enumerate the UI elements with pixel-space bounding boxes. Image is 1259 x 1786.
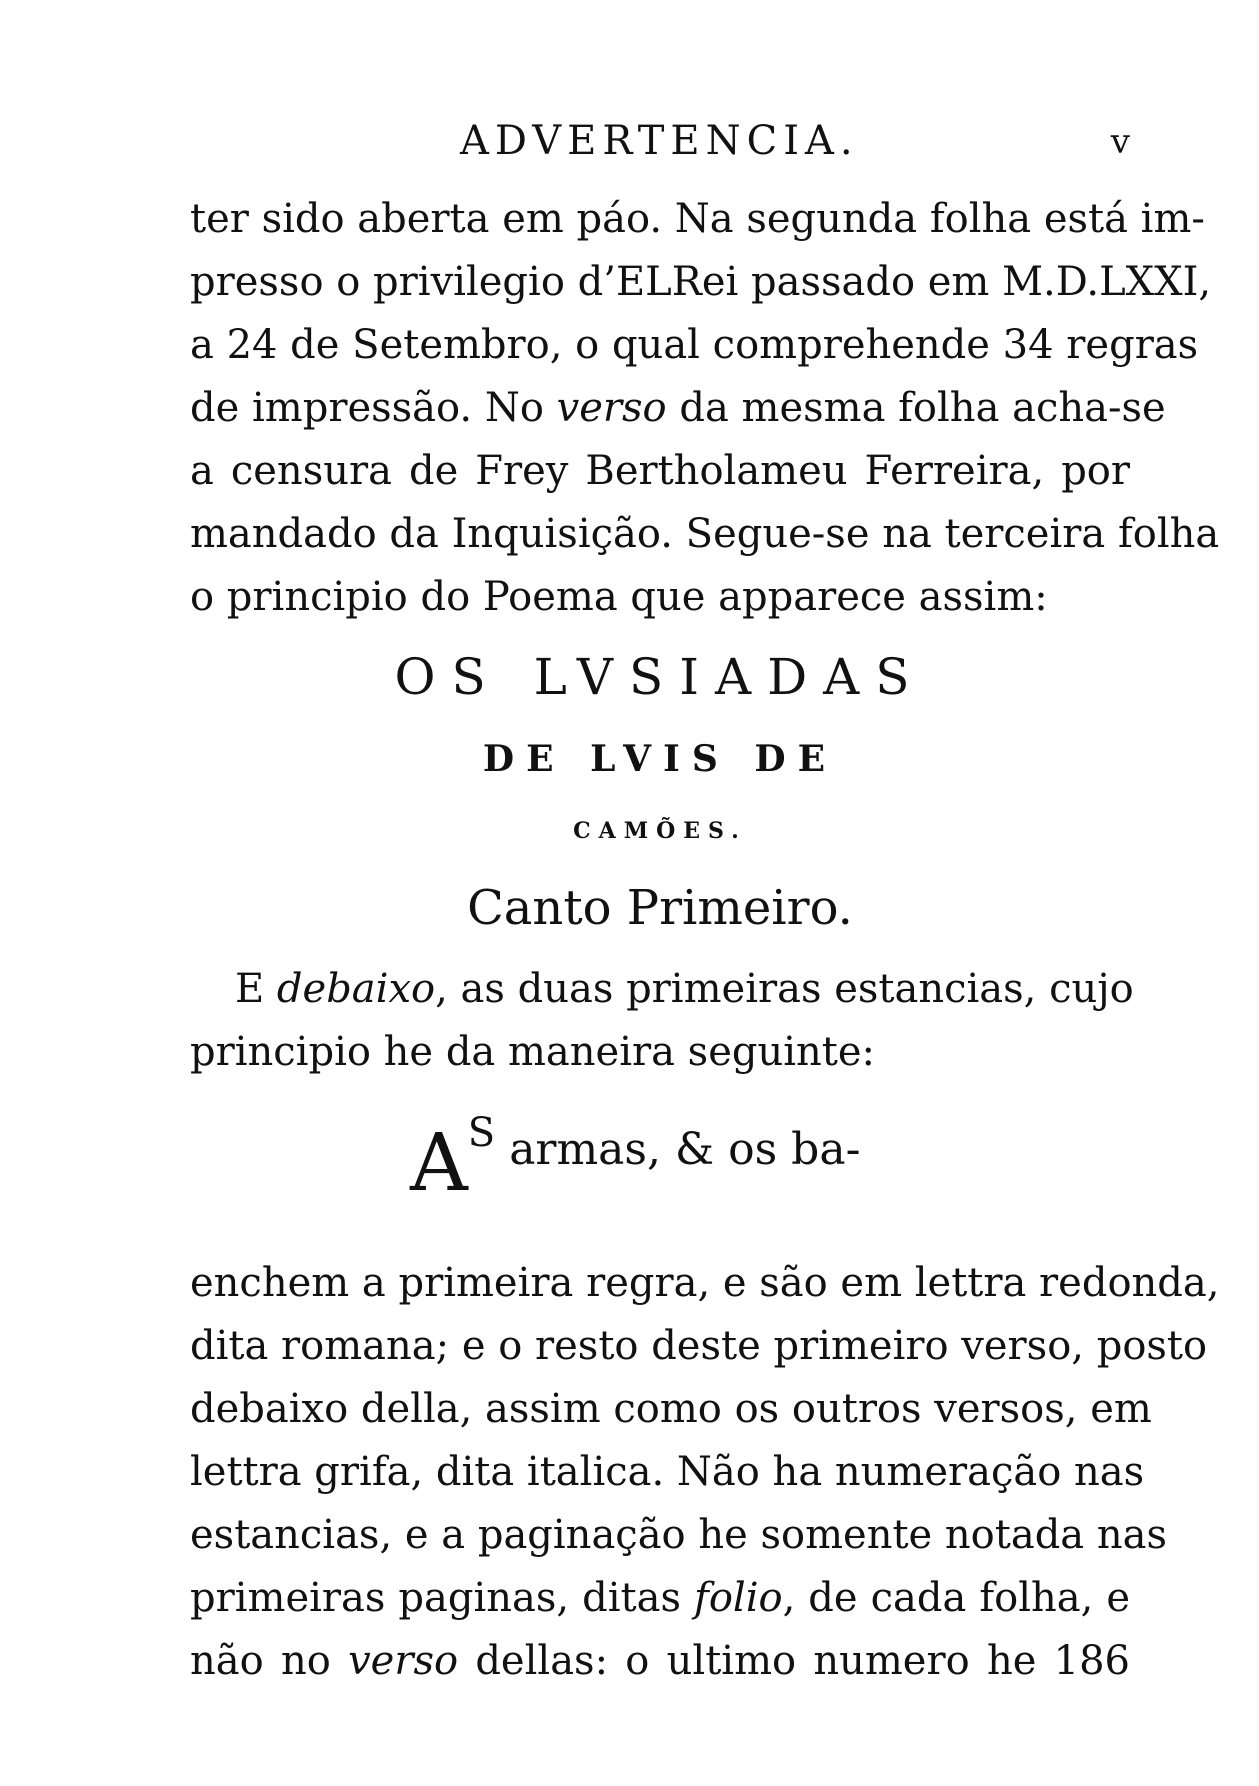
italic-run: verso — [348, 1638, 459, 1684]
text-line: estancias, e a paginação he somente notada nas — [190, 1512, 1167, 1558]
verse-text: armas, & os ba- — [509, 1124, 861, 1175]
paragraph-debaixo-cont — [190, 1021, 1130, 1084]
text-line: enchem a primeira regra, e são em lettra redonda, — [190, 1260, 1220, 1306]
text-run: , de cada folha, e — [782, 1575, 1131, 1621]
text-line — [235, 958, 1134, 1021]
author-name: CAMÕES. — [573, 818, 747, 844]
text-run: primeiras paginas, ditas — [190, 1575, 695, 1621]
text-run: dellas: o ultimo numero he 186 — [458, 1638, 1130, 1684]
text-line — [190, 1567, 1130, 1630]
text-run: E — [235, 966, 277, 1012]
verse-sample — [410, 1110, 860, 1220]
text-line: a 24 de Setembro, o qual comprehende 34 regras — [190, 322, 1199, 368]
paragraph-intro — [190, 188, 1220, 629]
text-line — [190, 1630, 1130, 1693]
paragraph-description — [190, 1252, 1220, 1693]
paragraph-debaixo — [235, 958, 1134, 1021]
text-run: da mesma folha acha-se — [666, 385, 1166, 431]
text-line: mandado da Inquisição. Segue-se na terceira folha — [190, 511, 1220, 557]
text-line: a censura de Frey Bertholameu Ferreira, por — [190, 448, 1130, 494]
text-line: o principio do Poema que apparece assim: — [190, 574, 1048, 620]
page-number: v — [1110, 122, 1130, 162]
small-cap-s: S — [467, 1110, 496, 1156]
book-title: OS LVSIADAS — [394, 648, 926, 706]
canto-heading: Canto Primeiro. — [467, 880, 853, 936]
running-head — [190, 118, 1130, 162]
text-line: debaixo della, assim como os outros versos, em — [190, 1386, 1152, 1432]
text-run: não no — [190, 1638, 349, 1684]
text-line: ter sido aberta em páo. Na segunda folha está im- — [190, 196, 1205, 242]
text-line: principio he da maneira seguinte: — [190, 1029, 876, 1075]
author-line: DE LVIS DE — [482, 738, 838, 780]
italic-run: debaixo — [276, 966, 436, 1012]
text-line: presso o privilegio d’ELRei passado em M.D.LXXI, — [190, 259, 1212, 305]
text-line: dita romana; e o resto deste primeiro verso, posto — [190, 1323, 1208, 1369]
italic-run: folio — [694, 1575, 783, 1621]
text-run: , as duas primeiras estancias, cujo — [435, 966, 1134, 1012]
drop-cap: A — [410, 1116, 468, 1209]
text-line — [190, 377, 1166, 440]
text-line: lettra grifa, dita italica. Não ha numeração nas — [190, 1449, 1145, 1495]
italic-run: verso — [556, 385, 667, 431]
running-head-title: ADVERTENCIA. — [460, 118, 859, 164]
text-run: de impressão. No — [190, 385, 557, 431]
